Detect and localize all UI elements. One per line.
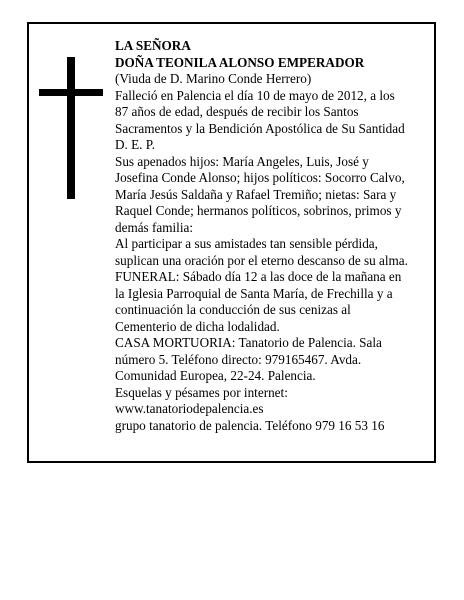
funeral-home-paragraph: CASA MORTUORIA: Tanatorio de Palencia. Sala número 5. Teléfono directo: 979165467. Avda. Comunidad Europea, 22-24. Palencia. — [115, 335, 382, 383]
obituary-notice — [27, 22, 436, 463]
cross-vertical-bar — [67, 57, 75, 199]
deceased-name: DOÑA TEONILA ALONSO EMPERADOR — [115, 54, 365, 70]
condolences-label: Esquelas y pésames por internet: — [115, 384, 288, 400]
notice-heading: LA SEÑORA — [115, 38, 191, 53]
latin-cross-icon — [39, 57, 107, 199]
group-contact-line: grupo tanatorio de palencia. Teléfono 979 16 53 16 — [115, 417, 385, 433]
funeral-paragraph: FUNERAL: Sábado día 12 a las doce de la mañana en la Iglesia Parroquial de Santa María, de Frechilla y a continuación la conducción de sus cenizas al Cementerio de dicha lodalidad. — [115, 269, 402, 334]
widow-of-line: (Viuda de D. Marino Conde Herrero) — [115, 71, 312, 86]
rip-line: D. E. P. — [115, 137, 155, 152]
death-paragraph: Falleció en Palencia el día 10 de mayo de 2012, a los 87 años de edad, después de recibir los Santos Sacramentos y la Bendición Apostólica de Su Santidad — [115, 87, 405, 136]
website-link[interactable]: www.tanatoriodepalencia.es — [115, 401, 264, 416]
cross-horizontal-bar — [39, 89, 103, 96]
obituary-text — [115, 38, 409, 434]
prayer-request-paragraph: Al participar a sus amistades tan sensible pérdida, suplican una oración por el eterno descanso de su alma. — [115, 236, 408, 268]
family-paragraph: Sus apenados hijos: María Angeles, Luis, José y Josefina Conde Alonso; hijos políticos: Socorro Calvo, María Jesús Saldaña y Rafael Tremiño; nietas: Sara y Raquel Conde; hermanos políticos, sobrinos, primos y demás familia: — [115, 153, 405, 235]
